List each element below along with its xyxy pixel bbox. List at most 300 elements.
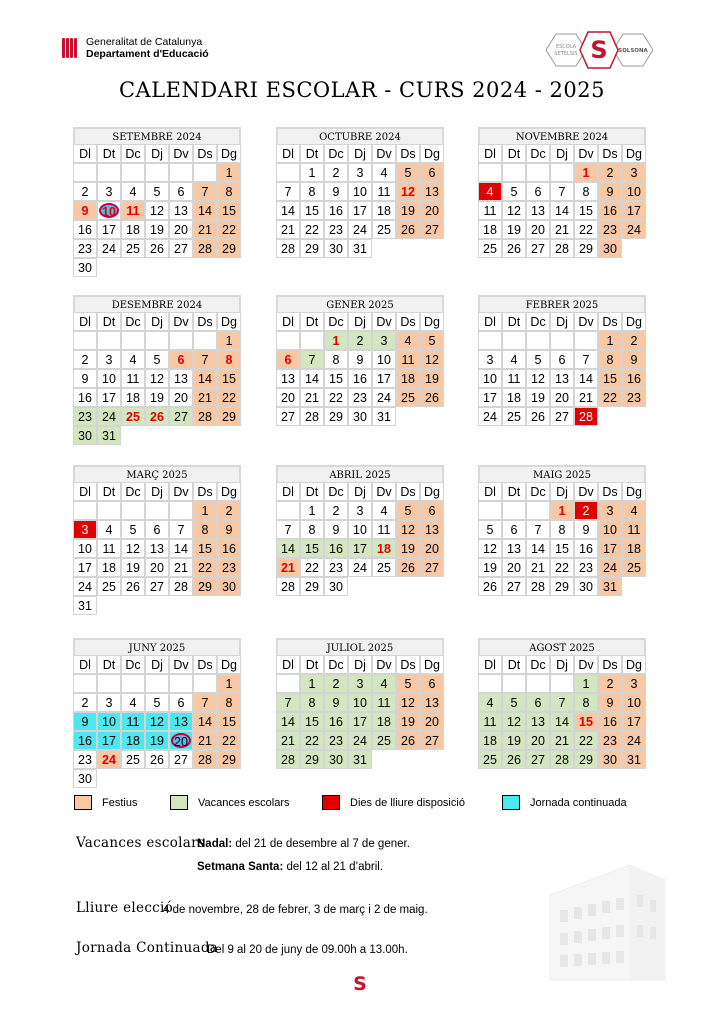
day-cell: 5: [396, 501, 420, 520]
weekday-header: Dv: [169, 482, 193, 501]
day-cell: 7: [526, 520, 550, 539]
empty-cell: [478, 331, 502, 350]
day-cell: 12: [526, 369, 550, 388]
day-cell: 24: [622, 220, 646, 239]
day-cell: 26: [526, 407, 550, 426]
day-cell: 14: [193, 369, 217, 388]
day-cell: 27: [169, 407, 193, 426]
day-cell: 16: [73, 220, 97, 239]
weekday-header: Dv: [169, 144, 193, 163]
weekday-header: Dg: [420, 482, 444, 501]
day-cell: 30: [73, 258, 97, 277]
empty-cell: [526, 501, 550, 520]
day-cell: 4: [121, 350, 145, 369]
weekday-header: Dv: [169, 655, 193, 674]
day-cell: 23: [73, 239, 97, 258]
day-cell: 2: [73, 182, 97, 201]
weekday-header: Dc: [324, 482, 348, 501]
day-cell: 11: [372, 182, 396, 201]
weekday-header: Dv: [169, 312, 193, 331]
weekday-header: Ds: [598, 144, 622, 163]
day-cell: 18: [121, 388, 145, 407]
day-cell: 29: [574, 239, 598, 258]
weekday-header: Dl: [478, 144, 502, 163]
day-cell: 6: [169, 350, 193, 369]
day-cell: 28: [300, 407, 324, 426]
day-cell: 29: [574, 750, 598, 769]
day-cell: 3: [97, 182, 121, 201]
day-cell: 11: [121, 712, 145, 731]
empty-cell: [420, 750, 444, 769]
empty-cell: [97, 331, 121, 350]
empty-cell: [217, 258, 241, 277]
month-calendar: [478, 295, 646, 426]
empty-cell: [622, 407, 646, 426]
day-cell: 27: [550, 407, 574, 426]
day-cell: 6: [420, 163, 444, 182]
day-cell: 24: [622, 731, 646, 750]
legend-lliure-label: Dies de lliure disposició: [350, 796, 465, 809]
day-cell: 15: [324, 369, 348, 388]
day-cell: 24: [348, 220, 372, 239]
day-cell: 11: [372, 520, 396, 539]
day-cell: 3: [73, 520, 97, 539]
day-cell: 16: [574, 539, 598, 558]
day-cell: 7: [276, 182, 300, 201]
day-cell: 14: [276, 712, 300, 731]
day-cell: 5: [121, 520, 145, 539]
weekday-header: Dj: [145, 144, 169, 163]
day-cell: 9: [324, 693, 348, 712]
month-days-grid: [73, 482, 241, 615]
festius-swatch: [74, 795, 92, 810]
day-cell: 24: [73, 577, 97, 596]
empty-cell: [73, 331, 97, 350]
weekday-header: Dg: [622, 312, 646, 331]
day-cell: 24: [372, 388, 396, 407]
day-cell: 5: [145, 182, 169, 201]
svg-text:S: S: [590, 36, 608, 64]
day-cell: 29: [217, 750, 241, 769]
empty-cell: [97, 501, 121, 520]
day-cell: 2: [574, 501, 598, 520]
day-cell: 17: [348, 201, 372, 220]
month-calendar: [478, 465, 646, 596]
day-cell: 14: [193, 201, 217, 220]
day-cell: 23: [324, 220, 348, 239]
month-name: SETEMBRE 2024: [73, 127, 241, 144]
day-cell: 8: [300, 520, 324, 539]
month-calendar: [73, 465, 241, 615]
day-cell: 29: [324, 407, 348, 426]
weekday-header: Dt: [300, 312, 324, 331]
empty-cell: [526, 163, 550, 182]
empty-cell: [97, 674, 121, 693]
footer-s-logo-icon: [350, 973, 370, 993]
legend-festius: [74, 795, 137, 810]
day-cell: 1: [300, 163, 324, 182]
day-cell: 28: [550, 750, 574, 769]
day-cell: 16: [324, 201, 348, 220]
empty-cell: [121, 426, 145, 445]
empty-cell: [372, 577, 396, 596]
month-days-grid: [73, 655, 241, 788]
day-cell: 10: [348, 693, 372, 712]
weekday-header: Dc: [526, 144, 550, 163]
empty-cell: [169, 596, 193, 615]
day-cell: 19: [396, 712, 420, 731]
empty-cell: [169, 258, 193, 277]
weekday-header: Dl: [478, 482, 502, 501]
empty-cell: [478, 674, 502, 693]
school-word-1: ESCOLA: [555, 44, 577, 50]
day-cell: 7: [574, 350, 598, 369]
weekday-header: Dt: [97, 655, 121, 674]
day-cell: 19: [145, 220, 169, 239]
weekday-header: Dg: [217, 312, 241, 331]
day-cell: 13: [526, 712, 550, 731]
day-cell: 7: [276, 693, 300, 712]
day-cell: 14: [276, 539, 300, 558]
day-cell: 19: [502, 220, 526, 239]
empty-cell: [478, 163, 502, 182]
lliure-text: 4 de novembre, 28 de febrer, 3 de març i 2 de maig.: [163, 904, 428, 916]
weekday-header: Dl: [73, 482, 97, 501]
day-cell: 4: [372, 501, 396, 520]
page-title: CALENDARI ESCOLAR - CURS 2024 - 2025: [118, 78, 605, 102]
day-cell: 11: [478, 201, 502, 220]
day-cell: 26: [145, 750, 169, 769]
day-cell: 24: [348, 558, 372, 577]
day-cell: 1: [324, 331, 348, 350]
month-name: JUNY 2025: [73, 638, 241, 655]
day-cell: 11: [478, 712, 502, 731]
day-cell: 30: [324, 577, 348, 596]
month-days-grid: [276, 144, 444, 258]
day-cell: 13: [169, 712, 193, 731]
day-cell: 23: [622, 388, 646, 407]
day-cell: 15: [300, 539, 324, 558]
day-cell: 25: [372, 220, 396, 239]
day-cell: 22: [217, 220, 241, 239]
day-cell: 6: [169, 182, 193, 201]
day-cell: 24: [97, 407, 121, 426]
empty-cell: [145, 674, 169, 693]
weekday-header: Dj: [550, 312, 574, 331]
day-cell: 9: [574, 520, 598, 539]
day-cell: 12: [502, 201, 526, 220]
day-cell: 28: [193, 239, 217, 258]
day-cell: 6: [526, 182, 550, 201]
day-cell: 7: [193, 182, 217, 201]
day-cell: 26: [396, 731, 420, 750]
month-days-grid: [276, 312, 444, 426]
day-cell: 19: [526, 388, 550, 407]
day-cell: 8: [217, 182, 241, 201]
day-cell: 24: [97, 750, 121, 769]
month-calendar: [73, 638, 241, 788]
day-cell: 13: [169, 369, 193, 388]
weekday-header: Dc: [324, 655, 348, 674]
empty-cell: [502, 163, 526, 182]
day-cell: 17: [97, 731, 121, 750]
month-name: NOVEMBRE 2024: [478, 127, 646, 144]
day-cell: 5: [145, 693, 169, 712]
month-days-grid: [73, 144, 241, 277]
day-cell: 28: [526, 577, 550, 596]
day-cell: 15: [300, 712, 324, 731]
weekday-header: Dj: [348, 482, 372, 501]
day-cell: 16: [598, 712, 622, 731]
empty-cell: [169, 331, 193, 350]
empty-cell: [396, 750, 420, 769]
day-cell: 26: [145, 407, 169, 426]
day-cell: 20: [169, 388, 193, 407]
weekday-header: Ds: [193, 312, 217, 331]
day-cell: 12: [145, 201, 169, 220]
day-cell: 18: [372, 201, 396, 220]
day-cell: 15: [217, 201, 241, 220]
month-name: DESEMBRE 2024: [73, 295, 241, 312]
day-cell: 27: [145, 577, 169, 596]
empty-cell: [550, 163, 574, 182]
day-cell: 10: [97, 369, 121, 388]
day-cell: 24: [348, 731, 372, 750]
day-cell: 4: [478, 182, 502, 201]
empty-cell: [193, 674, 217, 693]
day-cell: 3: [348, 501, 372, 520]
empty-cell: [396, 239, 420, 258]
day-cell: 12: [478, 539, 502, 558]
day-cell: 14: [276, 201, 300, 220]
day-cell: 13: [420, 693, 444, 712]
day-cell: 3: [372, 331, 396, 350]
weekday-header: Dj: [348, 655, 372, 674]
day-cell: 29: [217, 407, 241, 426]
day-cell: 29: [300, 750, 324, 769]
empty-cell: [217, 426, 241, 445]
day-cell: 29: [300, 239, 324, 258]
empty-cell: [193, 596, 217, 615]
day-cell: 8: [193, 520, 217, 539]
day-cell: 19: [502, 731, 526, 750]
day-cell: 22: [217, 388, 241, 407]
day-cell: 28: [574, 407, 598, 426]
day-cell: 12: [145, 712, 169, 731]
weekday-header: Dt: [300, 482, 324, 501]
day-cell: 9: [324, 182, 348, 201]
month-days-grid: [276, 655, 444, 769]
day-cell: 21: [276, 731, 300, 750]
day-cell: 7: [276, 520, 300, 539]
day-cell: 25: [502, 407, 526, 426]
day-cell: 30: [574, 577, 598, 596]
weekday-header: Dv: [574, 312, 598, 331]
day-cell: 16: [324, 712, 348, 731]
day-cell: 21: [193, 731, 217, 750]
day-cell: 9: [598, 693, 622, 712]
day-cell: 19: [121, 558, 145, 577]
day-cell: 10: [97, 712, 121, 731]
weekday-header: Dt: [97, 144, 121, 163]
empty-cell: [145, 426, 169, 445]
day-cell: 6: [502, 520, 526, 539]
day-cell: 15: [300, 201, 324, 220]
day-cell: 2: [217, 501, 241, 520]
day-cell: 9: [348, 350, 372, 369]
weekday-header: Dj: [348, 144, 372, 163]
day-cell: 22: [300, 731, 324, 750]
day-cell: 4: [372, 674, 396, 693]
day-cell: 2: [348, 331, 372, 350]
weekday-header: Ds: [193, 482, 217, 501]
day-cell: 1: [574, 163, 598, 182]
day-cell: 12: [420, 350, 444, 369]
day-cell: 30: [73, 769, 97, 788]
weekday-header: Dv: [372, 482, 396, 501]
weekday-header: Ds: [598, 312, 622, 331]
day-cell: 10: [348, 520, 372, 539]
empty-cell: [526, 331, 550, 350]
day-cell: 25: [622, 558, 646, 577]
setmana-santa-label: Setmana Santa:: [197, 861, 284, 873]
generalitat-emblem-icon: [62, 38, 80, 58]
department-name: Departament d'Educació: [86, 48, 209, 60]
day-cell: 13: [420, 182, 444, 201]
day-cell: 10: [478, 369, 502, 388]
day-cell: 27: [169, 239, 193, 258]
empty-cell: [217, 596, 241, 615]
day-cell: 31: [372, 407, 396, 426]
empty-cell: [502, 501, 526, 520]
day-cell: 8: [550, 520, 574, 539]
day-cell: 17: [598, 539, 622, 558]
day-cell: 22: [598, 388, 622, 407]
day-cell: 15: [550, 539, 574, 558]
day-cell: 22: [300, 558, 324, 577]
day-cell: 7: [193, 693, 217, 712]
school-word-3: SOLSONA: [618, 48, 648, 54]
empty-cell: [193, 331, 217, 350]
day-cell: 4: [396, 331, 420, 350]
weekday-header: Dj: [145, 312, 169, 331]
day-cell: 13: [550, 369, 574, 388]
day-cell: 14: [193, 712, 217, 731]
day-cell: 21: [169, 558, 193, 577]
day-cell: 16: [217, 539, 241, 558]
weekday-header: Ds: [396, 312, 420, 331]
day-cell: 8: [217, 693, 241, 712]
day-cell: 22: [324, 388, 348, 407]
day-cell: 8: [300, 182, 324, 201]
month-name: GENER 2025: [276, 295, 444, 312]
weekday-header: Dv: [574, 655, 598, 674]
day-cell: 6: [169, 693, 193, 712]
empty-cell: [121, 163, 145, 182]
setmana-santa-line: [197, 861, 383, 873]
day-cell: 5: [478, 520, 502, 539]
day-cell: 15: [574, 201, 598, 220]
month-calendar: [73, 295, 241, 445]
day-cell: 26: [502, 750, 526, 769]
day-cell: 12: [396, 182, 420, 201]
empty-cell: [145, 501, 169, 520]
day-cell: 20: [420, 712, 444, 731]
school-building-watermark: [540, 855, 670, 985]
day-cell: 23: [73, 750, 97, 769]
empty-cell: [145, 596, 169, 615]
day-cell: 8: [574, 182, 598, 201]
day-cell: 8: [300, 693, 324, 712]
day-cell: [97, 201, 121, 220]
day-cell: 20: [526, 731, 550, 750]
weekday-header: Dg: [217, 482, 241, 501]
weekday-header: Dl: [478, 312, 502, 331]
day-cell: 14: [169, 539, 193, 558]
day-cell: 20: [145, 558, 169, 577]
weekday-header: Ds: [193, 655, 217, 674]
day-cell: 23: [324, 731, 348, 750]
empty-cell: [502, 674, 526, 693]
day-cell: 19: [145, 731, 169, 750]
day-cell: 18: [372, 539, 396, 558]
weekday-header: Dl: [276, 482, 300, 501]
day-cell: 30: [598, 750, 622, 769]
day-cell: 25: [121, 407, 145, 426]
day-cell: 9: [217, 520, 241, 539]
empty-cell: [622, 239, 646, 258]
empty-cell: [574, 331, 598, 350]
weekday-header: Dt: [502, 655, 526, 674]
weekday-header: Dv: [574, 482, 598, 501]
day-cell: 3: [598, 501, 622, 520]
weekday-header: Dt: [502, 482, 526, 501]
day-cell: 11: [121, 369, 145, 388]
day-cell: 4: [622, 501, 646, 520]
day-cell: 27: [502, 577, 526, 596]
empty-cell: [217, 769, 241, 788]
month-name: FEBRER 2025: [478, 295, 646, 312]
day-cell: 18: [372, 712, 396, 731]
day-cell: 1: [217, 674, 241, 693]
day-cell: 15: [574, 712, 598, 731]
day-cell: 12: [396, 520, 420, 539]
weekday-header: Dj: [550, 655, 574, 674]
empty-cell: [193, 163, 217, 182]
day-cell: 27: [169, 750, 193, 769]
empty-cell: [193, 426, 217, 445]
day-cell: 13: [276, 369, 300, 388]
day-cell: 16: [348, 369, 372, 388]
empty-cell: [502, 331, 526, 350]
day-cell: 18: [97, 558, 121, 577]
day-cell: 14: [526, 539, 550, 558]
day-cell: 1: [193, 501, 217, 520]
empty-cell: [169, 769, 193, 788]
day-cell: 3: [348, 163, 372, 182]
weekday-header: Dt: [300, 655, 324, 674]
day-cell: 8: [598, 350, 622, 369]
day-cell: 25: [121, 750, 145, 769]
day-cell: 6: [145, 520, 169, 539]
day-cell: 16: [73, 731, 97, 750]
weekday-header: Dj: [550, 482, 574, 501]
day-cell: 21: [550, 220, 574, 239]
empty-cell: [73, 674, 97, 693]
weekday-header: Ds: [396, 144, 420, 163]
empty-cell: [622, 577, 646, 596]
weekday-header: Dc: [121, 482, 145, 501]
